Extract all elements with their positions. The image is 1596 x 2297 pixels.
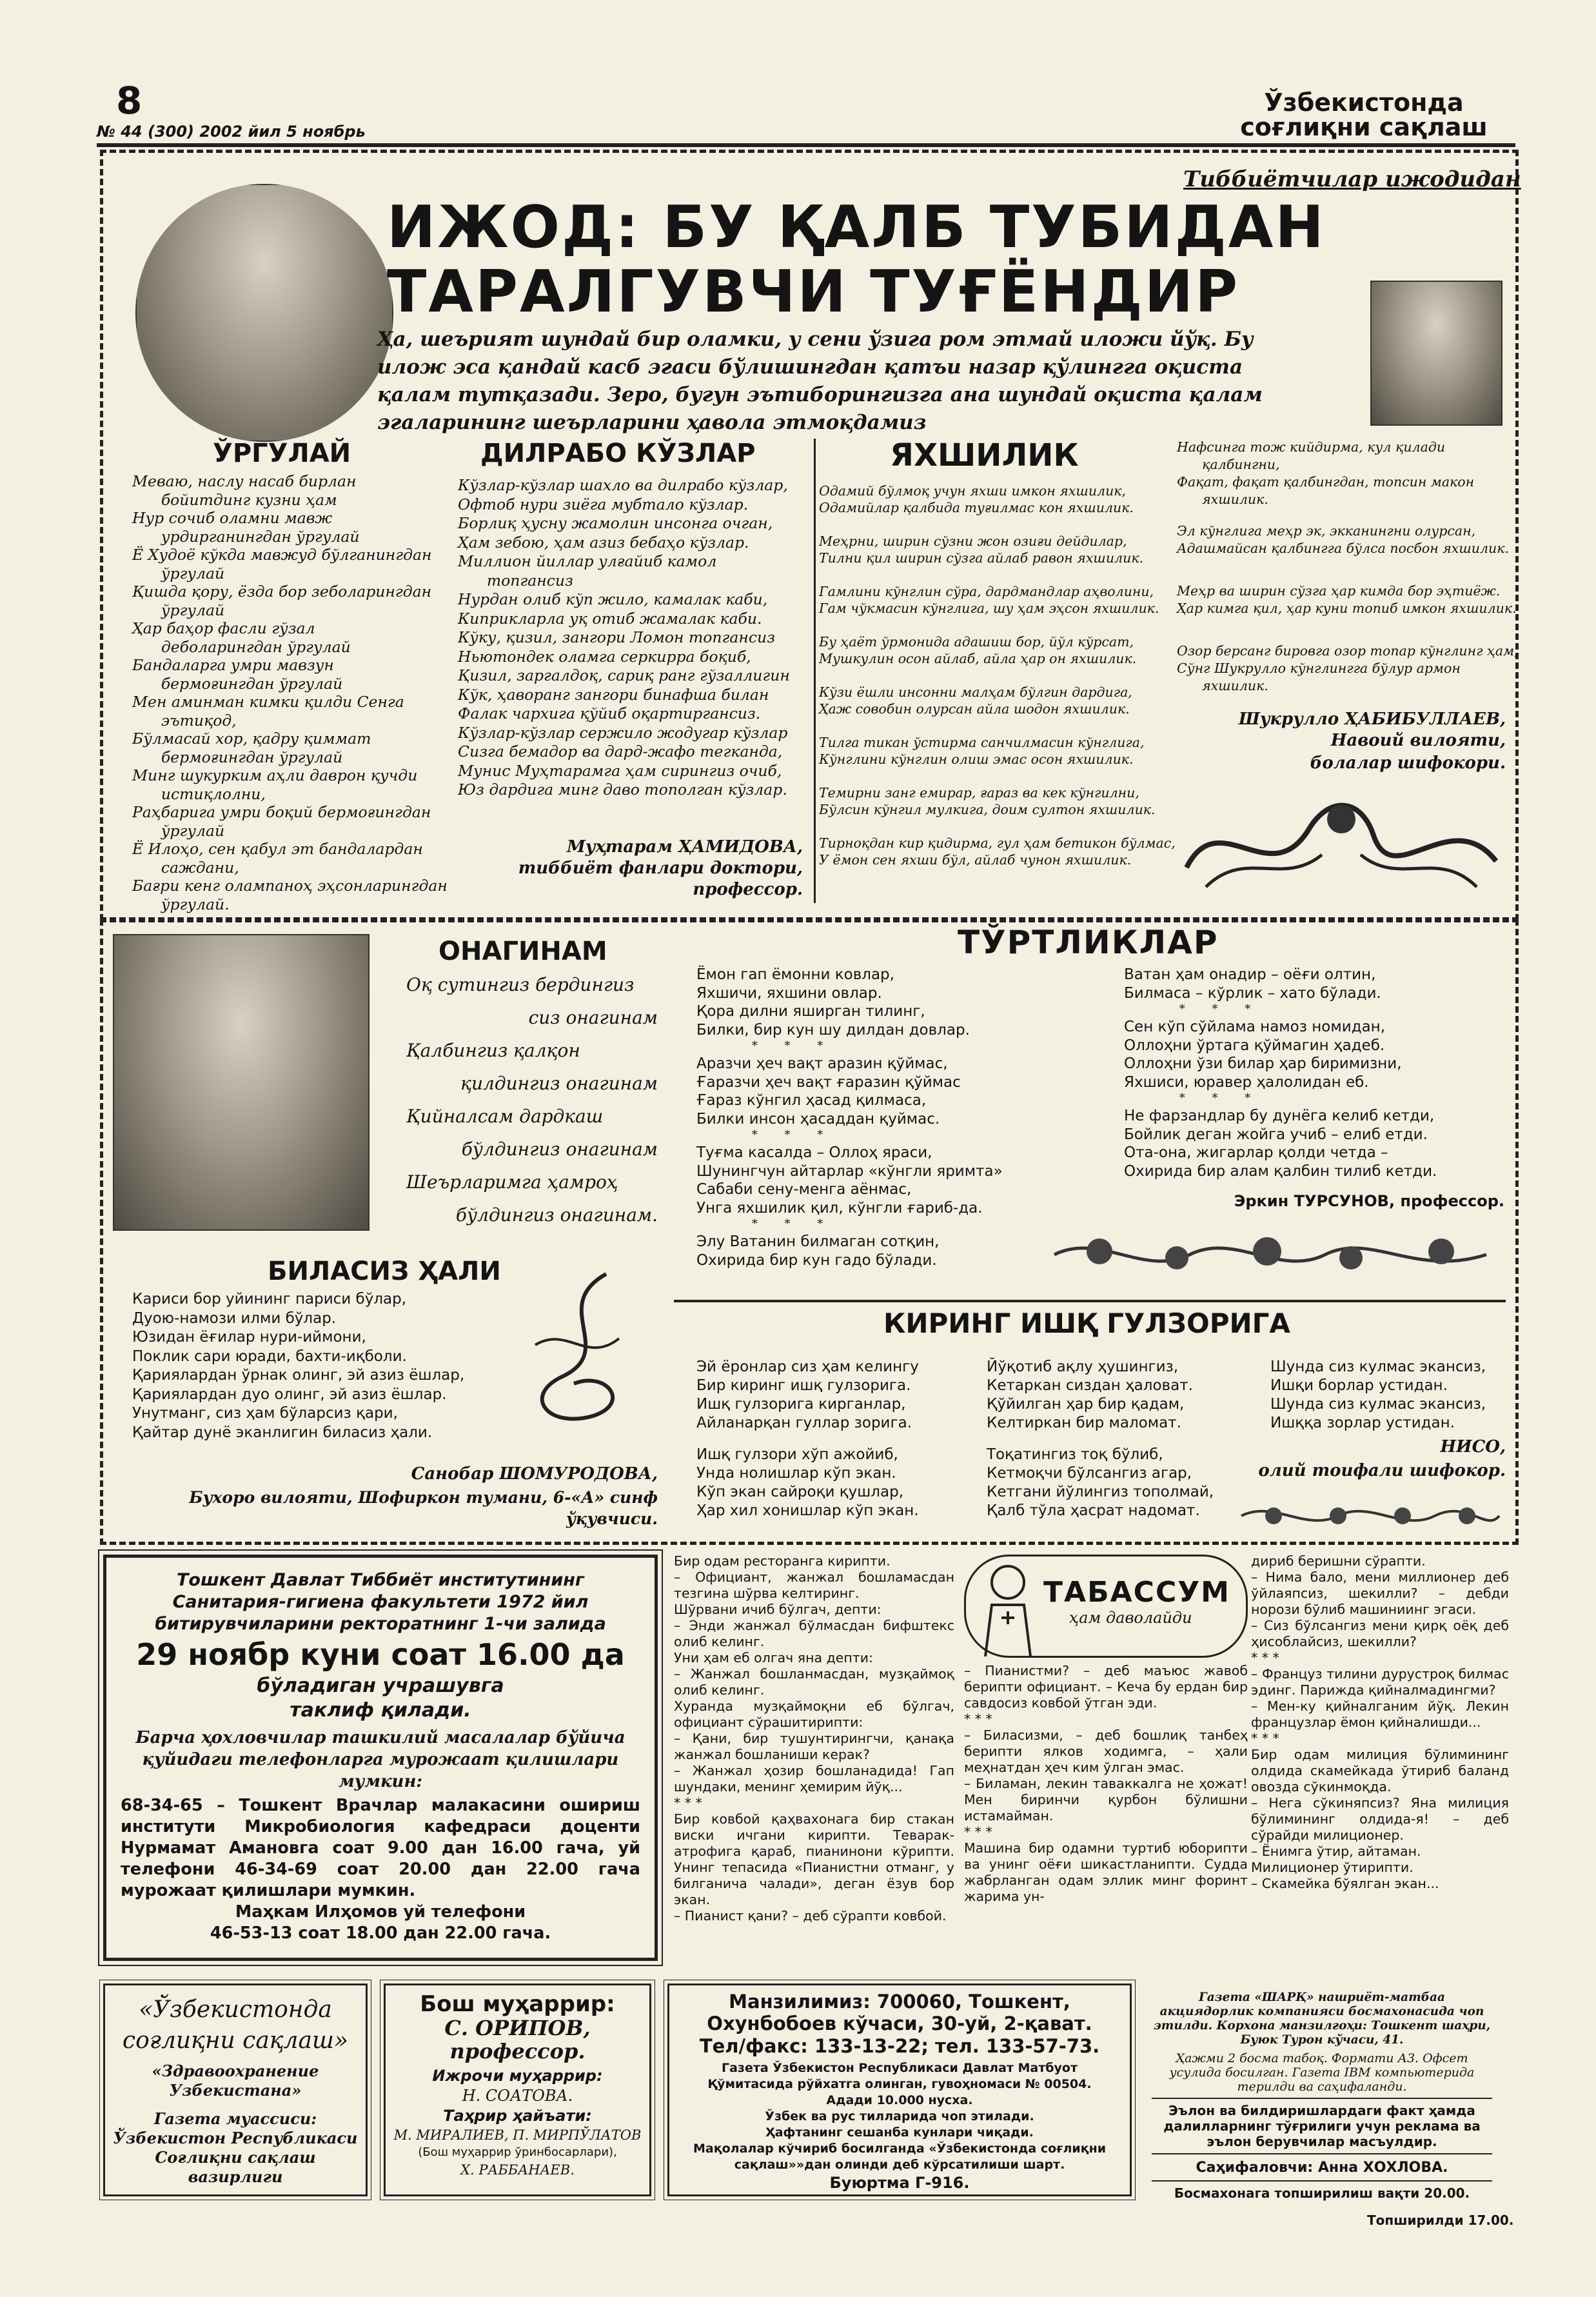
- stanza: Йўқотиб ақлу ҳушингиз, Кетаркан сиздан ҳаловат. Қўйилган ҳар бир қадам, Келтиркан бир маломат.: [987, 1358, 1193, 1431]
- poem-turtlik-author: Эркин ТУРСУНОВ, профессор.: [1234, 1192, 1504, 1210]
- doctor-caricature-icon: [972, 1560, 1043, 1656]
- poem-line: қилдингиз онагинам: [460, 1073, 658, 1094]
- footer-languages: Ўзбек ва рус тилларида чоп этилади.: [765, 2109, 1034, 2123]
- footer-schedule: Ҳафтанинг сешанба кунлари чиқади.: [765, 2125, 1034, 2140]
- stanza: Меҳр ва ширин сўзга ҳар кимда бор эҳтиёж. Ҳар кимга қил, ҳар куни топиб имкон яхшилик.: [1177, 583, 1517, 616]
- footer-order: Буюртма Г-916.: [829, 2174, 970, 2192]
- calligraphy-ornament: [509, 1268, 638, 1435]
- footer-circulation: Адади 10.000 нусха.: [826, 2093, 973, 2107]
- poem-kiring-author: НИСО,: [1440, 1437, 1506, 1457]
- stanza: Ишқ гулзори хўп ажойиб, Унда нолишлар кўп экан. Кўп экан сайроқи қушлар, Ҳар хил хонишлар кўп экан.: [696, 1446, 919, 1519]
- section-kicker: Тиббиётчилар ижодидан: [1183, 166, 1521, 192]
- footer-address-label: Манзилимиз: 700060, Тошкент,: [729, 1991, 1070, 2013]
- stanza: Гамлини кўнглин сўра, дардмандлар аҳволини, Гам чўкмасин кўнглига, шу ҳам эҳсон яхшилик.: [819, 584, 1159, 616]
- masthead: [1212, 90, 1515, 139]
- humor-col1: Бир одам ресторанга кирипти. – Официант, жанжал бошламасдан тезгина шўрва келтиринг. Шўрвани ичиб бўлгач, депти: – Энди жанжал бўлмасдан бифштекс олиб келинг. Уни ҳам еб олгач яна депти: – Жанжал бошланмасдан, музқаймоқ олиб келинг. Хуранда музқаймоқни еб бўлгач, официант сўрашитирипти: – Қани, бир тушунтирингчи, қанақа жанжал бошланиши керак? – Жанжал ҳозир бошланадида! Гап шундаки, менинг ҳемирим йўқ... * * * Бир ковбой қаҳвахонага бир стакан виски ичгани кирипти. Теварак-атрофига қараб, пианинони кўрипти. Унинг тепасида «Пианистни отманг, у билганича чалади», деган ёзув бор экан. – Пианист қани? – деб сўрапти ковбой.: [674, 1553, 954, 1924]
- footer-founder-label: Газета муассиси:: [153, 2109, 317, 2128]
- announcement-line3: битирувчиларини ректоратнинг 1-чи залида: [155, 1614, 606, 1634]
- footer-paper-name: «Ўзбекистонда соғлиқни сақлаш»: [122, 1996, 349, 2054]
- stanza-divider: * * *: [751, 1039, 835, 1053]
- poem-dilrabo-text: Кўзлар-кўзлар шахло ва дилрабо кўзлар, Офтоб нури зиёга мубтало кўзлар. Борлиқ ҳусну жамолин инсонга очган, Ҳам зебою, ҳам азиз бебаҳо кўзлар. Миллион йиллар улғайиб камол топгансиз Нурдан олиб кўп жило, камалак каби, Киприкларла уқ отиб жамалак каби. Кўку, қизил, зангори Ломон топгансиз Ньютондек оламга серкирра боқиб, Қизил, заргалдоқ, сариқ ранг гўзаллигин Кўк, ҳаворанг зангори бинафша билан Фалак чархига қўйиб оқартиргансиз. Кўзлар-кўзлар сержило жодугар кўзлар Сизга бемадор ва дард-жафо тегканда, Мунис Муҳтарамга ҳам сирингиз очиб, Юз дардига минг даво тополган кўзлар.: [458, 476, 790, 799]
- floral-ornament-2: [1048, 1226, 1493, 1284]
- stanza: Туғма касалда – Оллоҳ яраси, Шунингчун айтарлар «кўнгли яримта» Сабаби сену-менга аёнмас, Унга яхшилик қил, кўнгли ғариб-да.: [696, 1144, 1003, 1217]
- footer-registration: Газета Ўзбекистон Республикаси Давлат Матбуот Қўмитасида рўйхатга олинган, гувоҳномаси № 00504.: [707, 2061, 1092, 2091]
- footer-phones: Тел/факс: 133-13-22; тел. 133-57-73.: [699, 2035, 1100, 2057]
- announcement-body: 68-34-65 – Тошкент Врачлар малакасини ошириш институти Микробиология кафедраси доценти Нурмамат Амановга соат 9.00 дан 16.00 гача, уй телефони 46-34-69 соат 20.00 дан 22.00 гача мурожаат қилишлари мумкин.: [121, 1796, 640, 1900]
- announcement-date: 29 ноябр куни соат 16.00 да: [136, 1637, 625, 1672]
- poem-yakhshilik-author-line3: болалар шифокори.: [1310, 753, 1506, 773]
- footer-editor-box: [384, 1984, 651, 2196]
- column-divider: [814, 439, 816, 903]
- poem-turtlik-title: ТЎРТЛИКЛАР: [958, 924, 1219, 961]
- poem-yakhshilik-right: [1177, 439, 1519, 704]
- poem-bilasiz-author-title: Бухоро вилояти, Шофиркон тумани, 6-«А» синф ўқувчиси.: [189, 1488, 658, 1528]
- footer-reprint: Мақолалар кўчириб босилганда «Ўзбекистонда соғлиқни сақлаш»»дан олинди деб кўрсатилиши шарт.: [693, 2142, 1107, 2172]
- announcement-line4: бўладиган учрашувга: [257, 1675, 504, 1697]
- footer-printer-rule2: [1152, 2153, 1492, 2154]
- stanza: Эл кўнглига меҳр эк, экканингни олурсан, Адашмайсан қалбингга бўлса посбон яхшилик.: [1177, 523, 1509, 556]
- poem-dilrabo-author-title: тиббиёт фанлари доктори, профессор.: [518, 859, 803, 899]
- stanza-divider: * * *: [1179, 1002, 1263, 1016]
- footer-paper-ru: «Здравоохранение Узбекистана»: [152, 2062, 319, 2100]
- footer-exec: Н. СОАТОВА.: [462, 2087, 573, 2105]
- child-photo: [113, 934, 369, 1231]
- footer-format: Ҳажми 2 босма табоқ. Формати А3. Офсет усулида босилган. Газета IBM компьютерида терилди ва саҳифаланди.: [1169, 2051, 1475, 2094]
- announcement-line2: Санитария-гигиена факультети 1972 йил: [172, 1592, 589, 1612]
- stanza: Тоқатингиз тоқ бўлиб, Кетмоқчи бўлсангиз агар, Кетгани йўлингиз тополмай, Қалб тўла ҳасрат надомат.: [987, 1446, 1214, 1519]
- headline-line2: ТАРАЛГУВЧИ ТУҒЁНДИР: [387, 258, 1240, 326]
- top-rule: [97, 143, 1515, 147]
- footer-paper-box: [103, 1984, 368, 2196]
- poem-kiring-author-title: олий тоифали шифокор.: [1258, 1461, 1506, 1480]
- announcement-line5: таклиф қилади.: [290, 1699, 471, 1722]
- poem-kiring-title: КИРИНГ ИШҚ ГУЛЗОРИГА: [883, 1308, 1290, 1339]
- poem-yakhshilik-title: ЯХШИЛИК: [890, 437, 1079, 473]
- announcement-name: Маҳкам Илҳомов уй телефони: [235, 1902, 526, 1922]
- humor-col2: – Пианистми? – деб маъюс жавоб берипти официант. – Кеча бу ердан бир савдосиз ковбой ўтган эди. * * * – Биласизми, – деб бошлиқ танбеҳ берипти ялков ходимга, – ҳали меҳнатдан ҳеч ким ўлган эмас. – Биламан, лекин таваккалга не ҳожат! Мен биринчи қурбон бўлишни истамайман. * * * Машина бир одамни туртиб юборипти ва унинг оёғи шикастланипти. Судда жабрланган одам эллик минг форинт жарима ун-: [964, 1663, 1248, 1904]
- stanza: Ватан ҳам онадир – оёғи олтин, Билмаса – кўрлик – хато бўлади.: [1124, 966, 1381, 1002]
- poem-kiring-col2: [987, 1358, 1245, 1520]
- poem-yakhshilik-stanzas: [819, 482, 1180, 885]
- footer-ads-note: Эълон ва билдиришлардаги факт ҳамда далилларнинг тўғрилиги учун реклама ва эълон берувчилар масъулдир.: [1163, 2103, 1481, 2149]
- footer-exec-label: Ижрочи муҳаррир:: [432, 2067, 603, 2085]
- announcement-box: [103, 1555, 658, 1961]
- humor-logo-subtitle: ҳам даволайди: [1069, 1609, 1192, 1627]
- stanza: Сен кўп сўйлама намоз номидан, Оллоҳни ўртага қўймагин ҳадеб. Оллоҳни ўзи билар ҳар биримизни, Яхшиси, юравер ҳалолидан еб.: [1124, 1019, 1402, 1091]
- footer-chief: С. ОРИПОВ,: [444, 2016, 591, 2040]
- poem-line: Қалбингиз қалқон: [406, 1040, 580, 1061]
- poem-line: Шеърларимга ҳамроҳ: [406, 1171, 618, 1193]
- poem-kiring-col3: Шунда сиз кулмас экансиз, Ишқи борлар устидан. Шунда сиз кулмас экансиз, Ишққа зорлар устидан.: [1270, 1358, 1486, 1431]
- poem-onaginam-lines: [406, 974, 658, 1237]
- poem-line: Оқ сутингиз бердингиз: [406, 974, 635, 995]
- author-photo-man: [1370, 281, 1502, 426]
- poem-yakhshilik-author-line2: Навоий вилояти,: [1330, 731, 1506, 750]
- footer-board-note: (Бош муҳаррир ўринбосарлари),: [418, 2145, 617, 2159]
- poem-dilrabo-title: ДИЛРАБО КЎЗЛАР: [480, 439, 756, 468]
- stanza: Элу Ватанин билмаган сотқин, Охирида бир кун гадо бўлади.: [696, 1233, 940, 1269]
- stanza: Меҳрни, ширин сўзни жон озиғи дейдилар, Тилни қил ширин сўзга айлаб равон яхшилик.: [819, 533, 1144, 566]
- kiring-rule: [674, 1300, 1506, 1302]
- stanza: Аразчи ҳеч вақт аразин қўймас, Ғаразчи ҳеч вақт ғаразин қўймас Ғараз кўнгил ҳасад қилмаса, Билки инсон ҳасаддан қуймас.: [696, 1055, 961, 1128]
- announcement-line6: Барча ҳохловчилар ташкилий масалалар бўйича: [135, 1728, 626, 1747]
- poem-turtlik-right: [1124, 966, 1511, 1180]
- poem-line: сиз онагинам: [528, 1007, 658, 1028]
- headline-line1: ИЖОД: БУ ҚАЛБ ТУБИДАН: [387, 194, 1326, 261]
- stanza-divider: * * *: [751, 1128, 835, 1142]
- poem-onaginam-title: ОНАГИНАМ: [438, 937, 607, 966]
- poem-turtlik-left: [696, 966, 1109, 1269]
- footer-printer: Газета «ШАРҚ» нашриёт-матбаа акциядорлик компанияси босмахонасида чоп этилди. Корхона манзилгоҳи: Тошкент шаҳри, Буюк Турон кўчаси, 41.: [1153, 1991, 1491, 2047]
- announcement-line1: Тошкент Давлат Тиббиёт институтининг: [177, 1570, 584, 1590]
- footer-board: М. МИРАЛИЕВ, П. МИРПЎЛАТОВ: [393, 2127, 642, 2143]
- stanza: Темирни занг емирар, ғараз ва кек кўнгилни, Бўлсин кўнгил мулкига, доим султон яхшилик.: [819, 785, 1156, 817]
- stanza-divider: * * *: [1179, 1091, 1263, 1105]
- stanza: Не фарзандлар бу дунёга келиб кетди, Бойлик деган жойга учиб – елиб етди. Ота-она, жигарлар қолди четда – Охирида бир алам қалбин тилиб кетди.: [1124, 1108, 1437, 1180]
- footer-printer-rule3: [1152, 2180, 1492, 2182]
- page-number: 8: [116, 79, 143, 123]
- footer-address-box: [667, 1984, 1132, 2196]
- poem-bilasiz-title: БИЛАСИЗ ҲАЛИ: [268, 1257, 501, 1286]
- poem-urgulay-title: ЎРГУЛАЙ: [213, 439, 351, 468]
- poem-line: бўлдингиз онагинам.: [455, 1204, 658, 1226]
- footer-printer-box: [1148, 1988, 1496, 2201]
- stanza: Эй ёронлар сиз ҳам келингу Бир киринг ишқ гулзорига. Ишқ гулзорига кирганлар, Айланарқан гуллар зорига.: [696, 1358, 919, 1431]
- poem-line: Қийналсам дардкаш: [406, 1106, 604, 1127]
- poem-kiring-col1: [696, 1358, 987, 1520]
- issue-line: № 44 (300) 2002 йил 5 ноябрь: [97, 123, 366, 141]
- footer-submitted: Топширилди 17.00.: [1367, 2212, 1514, 2228]
- footer-founder: Ўзбекистон Республикаси Соғлиқни сақлаш вазирлиги: [113, 2129, 358, 2186]
- stanza: Тилга тикан ўстирма санчилмасин кўнглига, Кўнглини кўнглин олиш эмас осон яхшилик.: [819, 735, 1145, 767]
- poem-yakhshilik-author: Шукрулло ҲАБИБУЛЛАЕВ,: [1238, 710, 1506, 729]
- footer-board2: Х. РАББАНАЕВ.: [460, 2162, 575, 2178]
- masthead-line2: соғлиқни сақлаш: [1240, 113, 1488, 141]
- floral-ornament-1: [1180, 790, 1502, 900]
- stanza: Тирноқдан кир қидирма, гул ҳам бетикон бўлмас, У ёмон сен яхши бўл, айлаб чунон яхшилик.: [819, 835, 1176, 868]
- stanza: Кўзи ёшли инсонни малҳам бўлгин дардига, Ҳаж совобин олурсан айла шодон яхшилик.: [819, 684, 1132, 717]
- stanza: Озор берсанг бировга озор топар кўнглинг ҳам, Сўнг Шукрулло кўнглингга бўлур армон яхшилик.: [1177, 643, 1519, 693]
- footer-chief-label: Бош муҳаррир:: [420, 1991, 615, 2017]
- stanza: Бу ҳаёт ўрмонида адашиш бор, йўл кўрсат, Мушкулин осон айлаб, айла ҳар он яхшилик.: [819, 634, 1137, 666]
- humor-col3: дириб беришни сўрапти. – Нима бало, мени миллионер деб ўйлаяпсиз, шекилли? – дебди норози бўлиб машиниинг эгаси. – Сиз бўлсангиз мени қирқ оёқ деб ҳисоблайсиз, шекилли? * * * – Француз тилини дурустроқ билмас эдинг. Парижда қийналмадингми? – Мен-ку қийналганим йўқ. Лекин французлар ёмон қийналишди... * * * Бир одам милиция бўлимининг олдида скамейкада ўтириб баланд овозда сўкинмоқда. – Нега сўкиняпсиз? Яна милиция бўлимининг олдида-я! – деб сўрайди милиционер. – Ёнимга ўтир, айтаман. Милиционер ўтирипти. – Скамейка бўялган экан...: [1251, 1553, 1509, 1891]
- poem-line: бўлдингиз онагинам: [461, 1139, 658, 1160]
- poem-urgulay-text: Меваю, наслу насаб бирлан бойитдинг кузни ҳам Нур сочиб оламни мавж урдирганингдан ўргулай Ё Худоё кўкда мавжуд бўлганингдан ўргулай Қишда қору, ёзда бор зеболарингдан ўргулай Ҳар баҳор фасли гўзал деболарингдан ўргулай Бандаларга умри мавзун бермоғингдан ўргулай Мен аминман кимки қилди Сенга эътиқод, Бўлмасай хор, қадру қиммат бермоғингдан ўргулай Минг шукурким аҳли даврон қучди истиқлолни, Раҳбарига умри боқий бермоғингдан ўргулай Ё Илоҳо, сен қабул эт бандалардан саждани, Бағри кенг олампаноҳ эҳсонларингдан ўргулай.: [132, 472, 448, 913]
- poem-bilasiz-text: Кариси бор уйининг париси бўлар, Дуою-намози илми бўлар. Юзидан ёғилар нури-иймони, Поклик сари юради, бахти-иқболи. Қариялардан ўрнак олинг, эй азиз ёшлар, Қариялардан дуо олинг, эй азиз ёшлар. Унутманг, сиз ҳам бўларсиз қари, Қайтар дунё эканлигин биласиз ҳали.: [132, 1291, 465, 1441]
- footer-chief-title: профессор.: [449, 2039, 586, 2063]
- footer-signed: Босмахонага топширилиш вақти 20.00.: [1174, 2185, 1470, 2201]
- humor-logo-title: ТАБАССУМ: [1043, 1576, 1230, 1609]
- stanza: Нафсинга тож кийдирма, кул қилади қалбингни, Фақат, фақат қалбингдан, топсин макон яхшилик.: [1177, 439, 1475, 507]
- announcement-line7: қуйидаги телефонларга мурожаат қилишлари мумкин:: [142, 1750, 619, 1791]
- stanza-divider: * * *: [751, 1217, 835, 1231]
- lead-paragraph: Ҳа, шеърият шундай бир оламки, у сени ўзига ром этмай иложи йўқ. Бу илож эса қандай касб эгаси бўлишингдан қатъи назар қўлингга оқиста қалам тутқазади. Зеро, бугун эътиборингизга ана шундай оқиста қалам эгаларининг шеърларини ҳавола этмоқдамиз: [377, 328, 1263, 434]
- author-photo-woman: [135, 184, 393, 442]
- poem-bilasiz-author: Санобар ШОМУРОДОВА,: [411, 1464, 658, 1484]
- floral-ornament-3: [1235, 1497, 1506, 1535]
- footer-printer-rule: [1152, 2098, 1492, 2099]
- footer-board-label: Таҳрир ҳайъати:: [443, 2107, 592, 2125]
- humor-logo: [964, 1555, 1248, 1658]
- announcement-phone: 46-53-13 соат 18.00 дан 22.00 гача.: [210, 1924, 551, 1943]
- footer-layout: Саҳифаловчи: Анна ХОХЛОВА.: [1196, 2160, 1448, 2176]
- stanza: Одамий бўлмоқ учун яхши имкон яхшилик, Одамийлар қалбида туғилмас кон яхшилик.: [819, 483, 1134, 515]
- footer-address: Охунбобоев кўчаси, 30-уй, 2-қават.: [707, 2013, 1092, 2034]
- stanza: Ёмон гап ёмонни ковлар, Яхшичи, яхшини овлар. Қора дилни яширган тилинг, Билки, бир кун шу дилдан довлар.: [696, 966, 970, 1039]
- masthead-line1: Ўзбекистонда: [1264, 88, 1464, 117]
- poem-dilrabo-author: Муҳтарам ҲАМИДОВА,: [567, 837, 803, 857]
